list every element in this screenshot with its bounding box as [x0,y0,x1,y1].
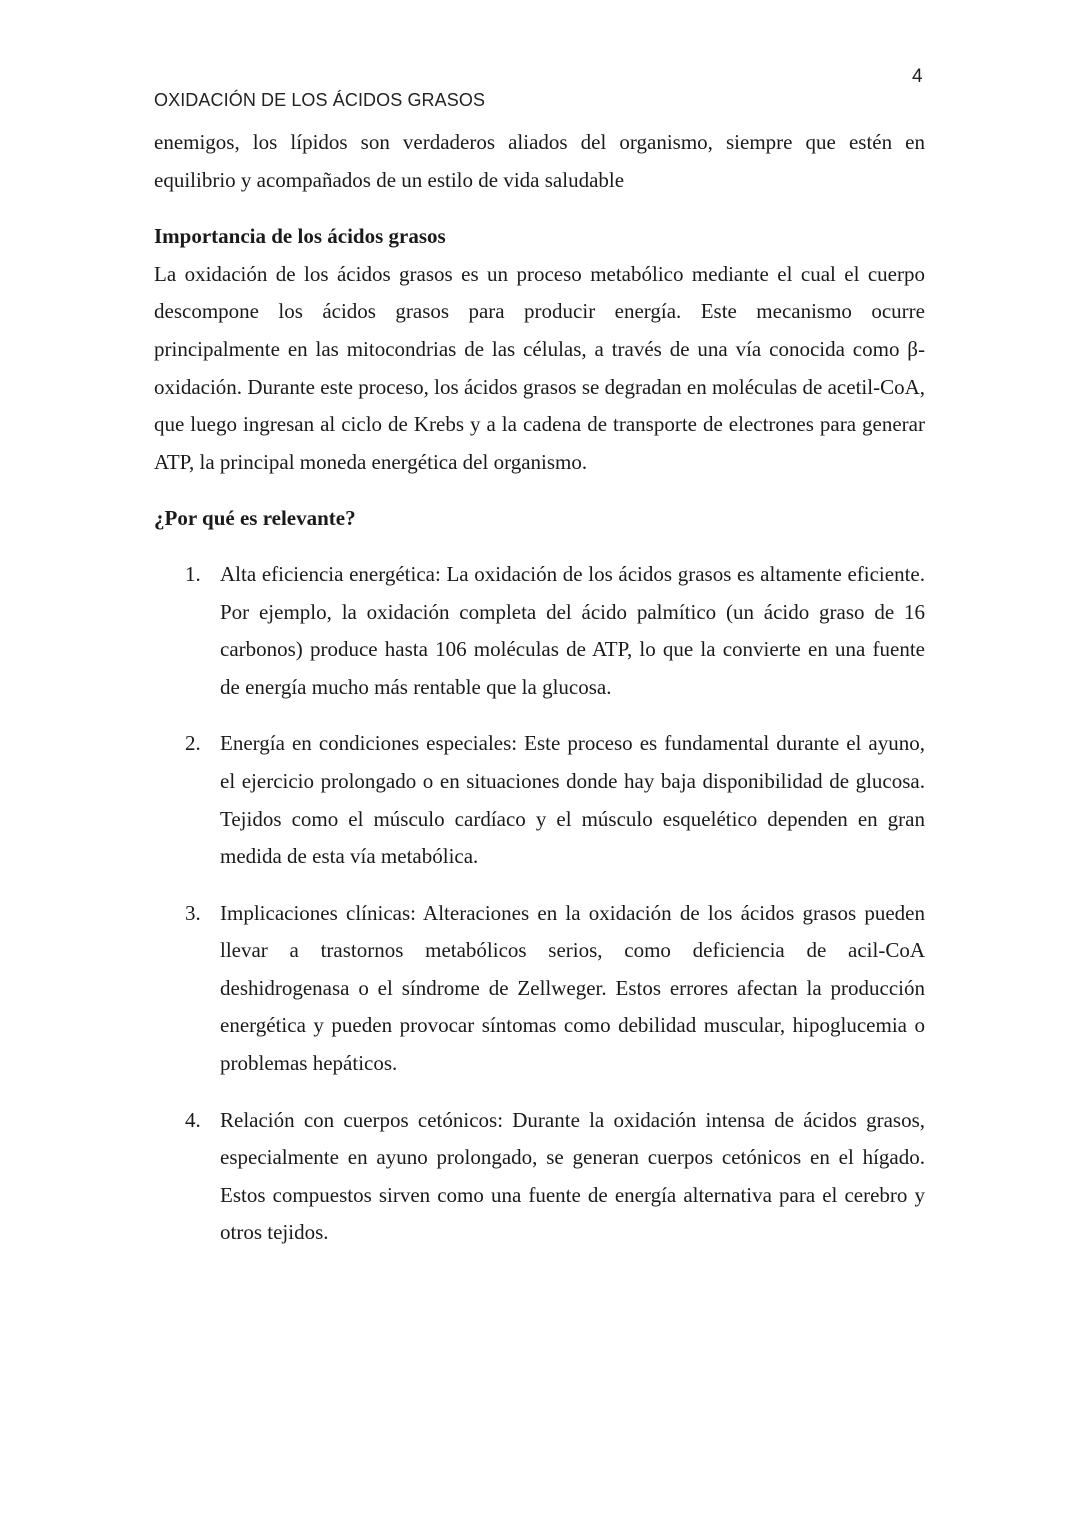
list-item [154,725,925,875]
list-item-number: 1. [185,561,201,586]
section-heading-importancia: Importancia de los ácidos grasos [154,224,446,249]
section-body-importancia: La oxidación de los ácidos grasos es un proceso metabólico mediante el cual el cuerpo descompone los ácidos grasos para producir energía. Este mecanismo ocurre principalmente en las mitocondrias de las células, a través de una vía conocida como β-oxidación. Durante este proceso, los ácidos grasos se degradan en moléculas de acetil-CoA, que luego ingresan al ciclo de Krebs y a la cadena de transporte de electrones para generar ATP, la principal moneda energética del organismo. [154,261,925,474]
list-item [154,1102,925,1252]
intro-paragraph: enemigos, los lípidos son verdaderos aliados del organismo, siempre que estén en equilibrio y acompañados de un estilo de vida saludable [154,130,925,192]
page-number: 4 [912,66,923,87]
list-item-number: 4. [185,1107,201,1132]
list-item-number: 3. [185,900,201,925]
list-item-text: Implicaciones clínicas: Alteraciones en la oxidación de los ácidos grasos pueden llevar a trastornos metabólicos serios, como deficiencia de acil-CoA deshidrogenasa o el síndrome de Zellweger. Estos errores afectan la producción energética y pueden provocar síntomas como debilidad muscular, hipoglucemia o problemas hepáticos. [220,900,925,1076]
list-item-number: 2. [185,731,201,756]
section-heading-relevante: ¿Por qué es relevante? [154,506,356,531]
running-header: OXIDACIÓN DE LOS ÁCIDOS GRASOS [154,90,486,110]
list-item-text: Alta eficiencia energética: La oxidación de los ácidos grasos es altamente eficiente. Por ejemplo, la oxidación completa del ácido palmítico (un ácido graso de 16 carbonos) produce hasta 106 moléculas de ATP, lo que la convierte en una fuente de energía mucho más rentable que la glucosa. [220,561,925,699]
list-item [154,895,925,1083]
list-item-text: Relación con cuerpos cetónicos: Durante la oxidación intensa de ácidos grasos, especialmente en ayuno prolongado, se generan cuerpos cetónicos en el hígado. Estos compuestos sirven como una fuente de energía alternativa para el cerebro y otros tejidos. [220,1107,925,1245]
page-content [154,124,925,1271]
numbered-list [154,556,925,1252]
list-item-text: Energía en condiciones especiales: Este proceso es fundamental durante el ayuno, el ejercicio prolongado o en situaciones donde hay baja disponibilidad de glucosa. Tejidos como el músculo cardíaco y el músculo esquelético dependen en gran medida de esta vía metabólica. [220,731,925,869]
list-item [154,556,925,706]
